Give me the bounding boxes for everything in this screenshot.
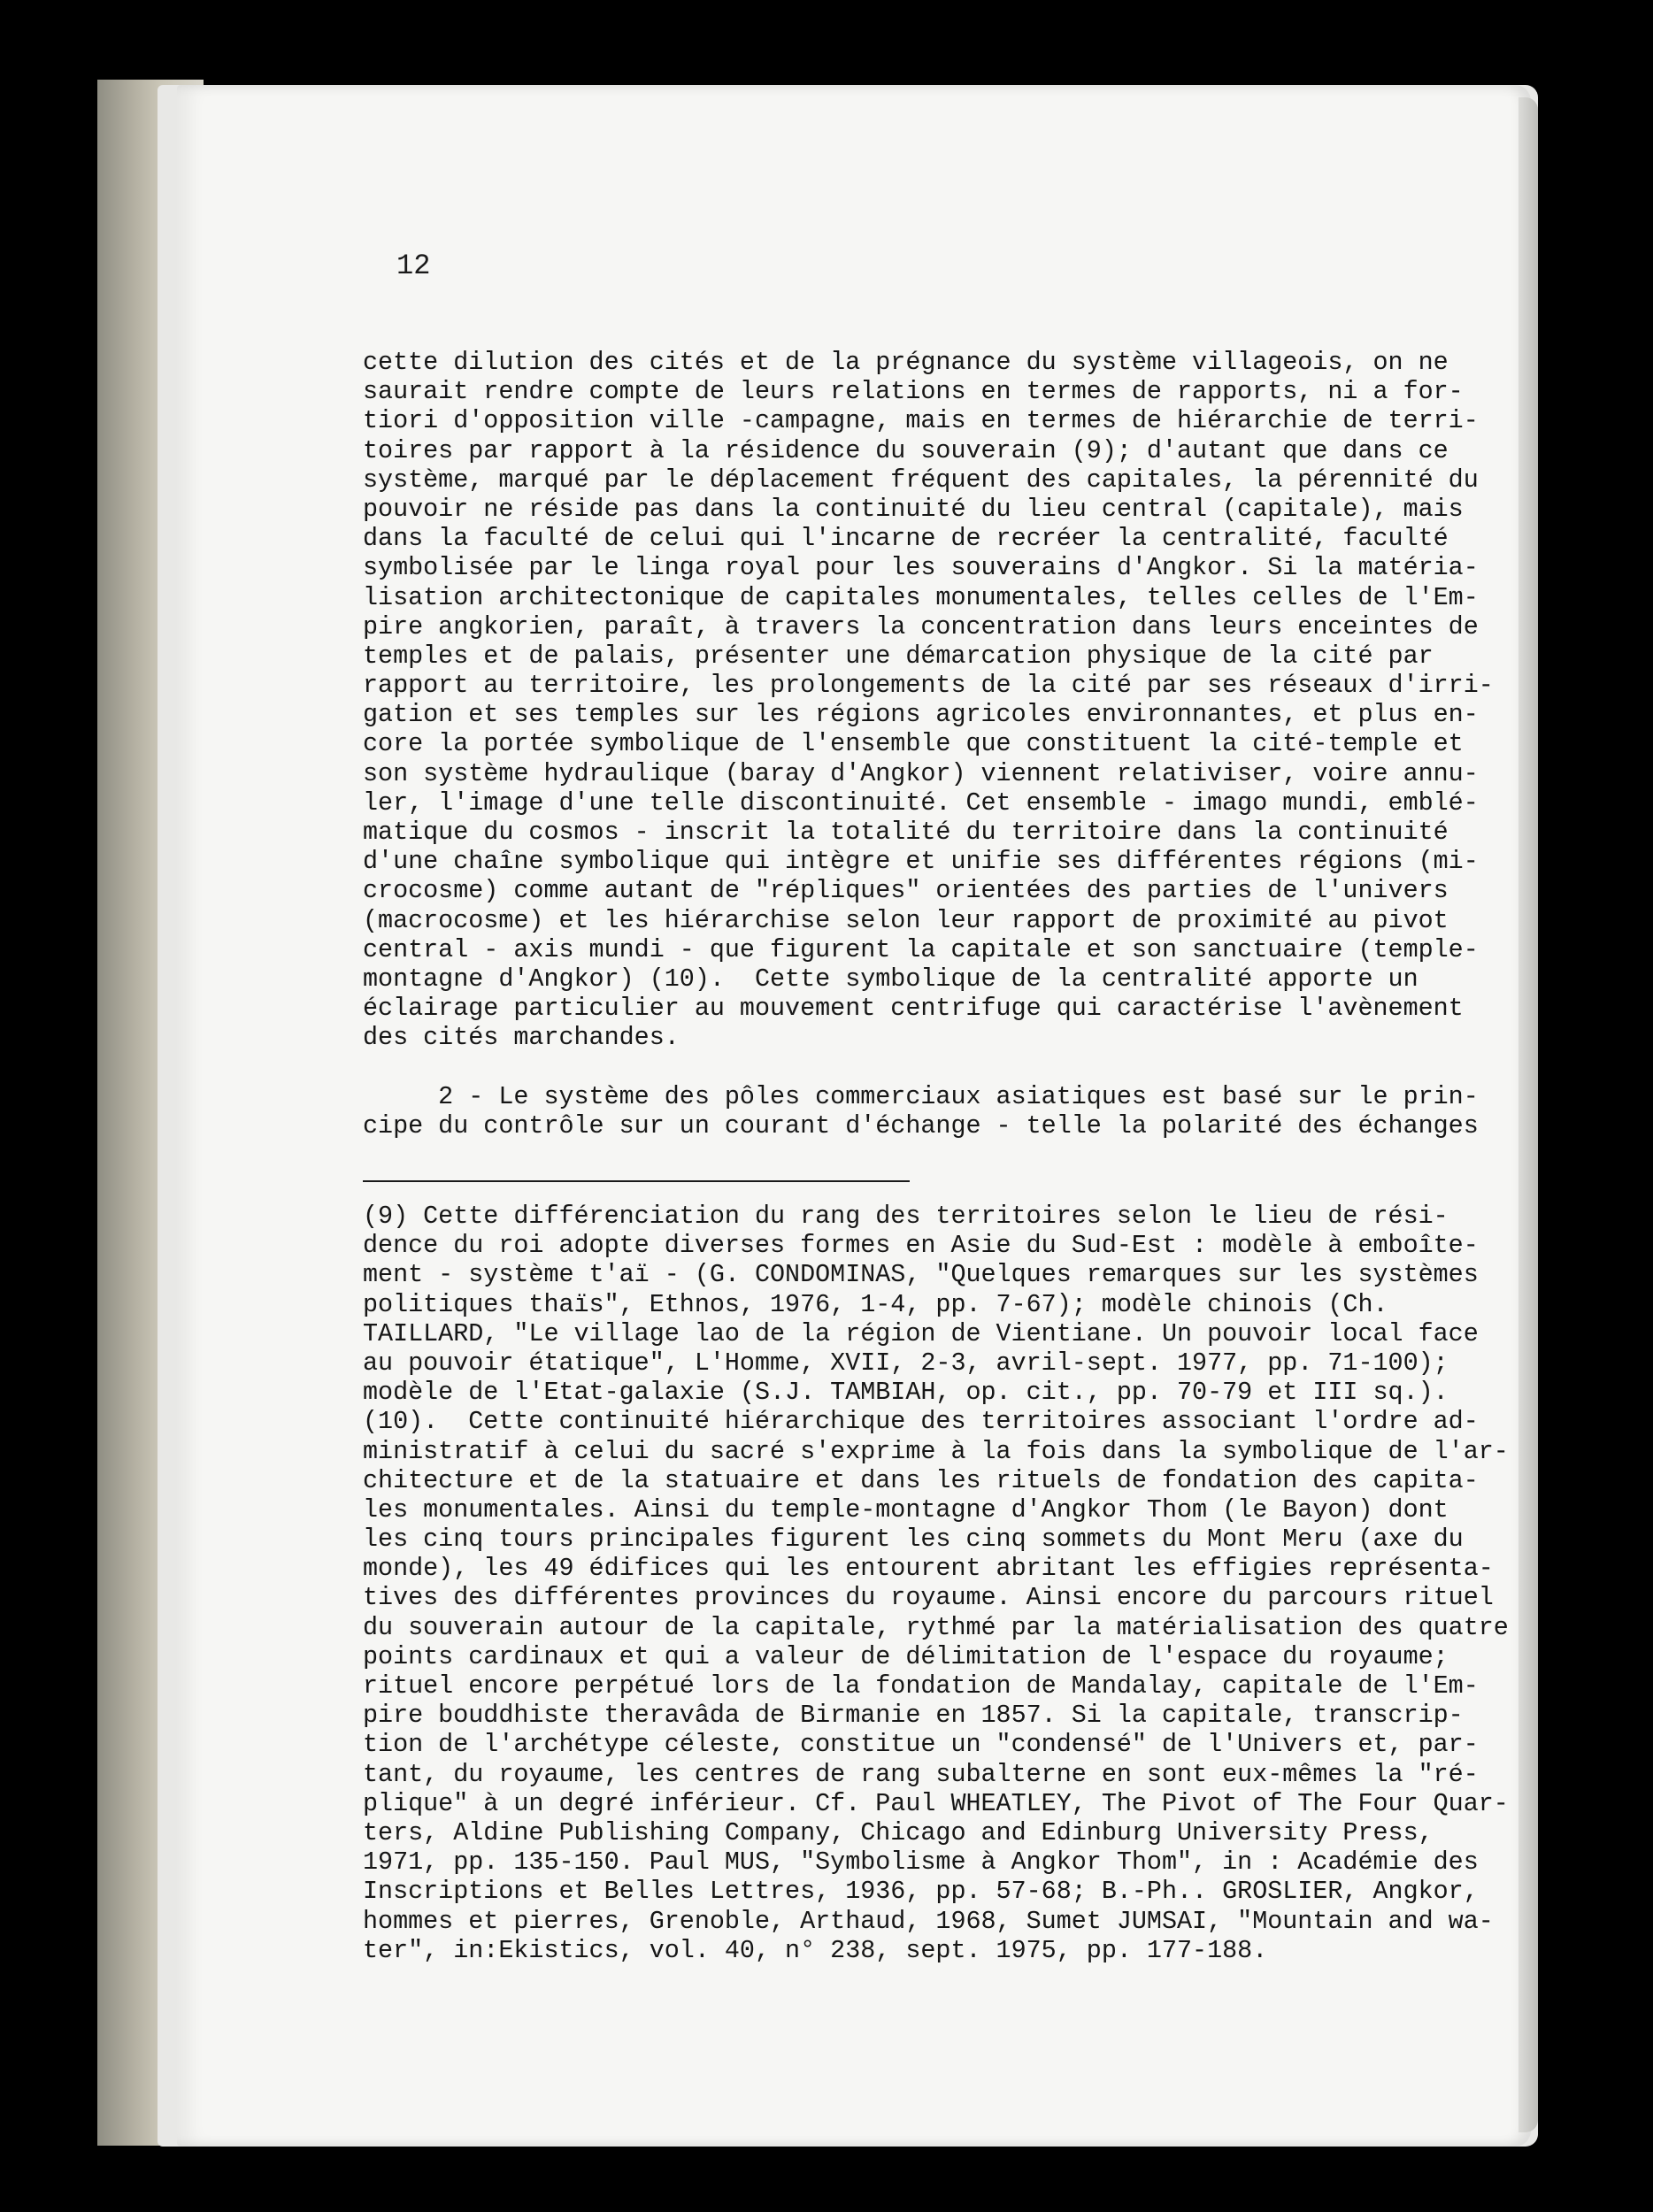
footnote-line: points cardinaux et qui a valeur de délimitation de l'espace du royaume;	[363, 1641, 1449, 1671]
body-line: crocosme) comme autant de "répliques" orientées des parties de l'univers	[363, 876, 1449, 906]
body-line: des cités marchandes.	[363, 1023, 680, 1053]
footnote-line: ministratif à celui du sacré s'exprime à la fois dans la symbolique de l'ar-	[363, 1436, 1509, 1466]
footnote-line: plique" à un degré inférieur. Cf. Paul WHEATLEY, The Pivot of The Four Quar-	[363, 1788, 1509, 1818]
body-line: ler, l'image d'une telle discontinuité. Cet ensemble - imago mundi, emblé-	[363, 787, 1479, 818]
body-line: système, marqué par le déplacement fréquent des capitales, la pérennité du	[363, 465, 1479, 495]
footnote-line: modèle de l'Etat-galaxie (S.J. TAMBIAH, op. cit., pp. 70-79 et III sq.).	[363, 1378, 1449, 1408]
body-text	[363, 348, 1494, 1141]
footnote-line: rituel encore perpétué lors de la fondation de Mandalay, capitale de l'Em-	[363, 1671, 1479, 1701]
body-line: d'une chaîne symbolique qui intègre et unifie ses différentes régions (mi-	[363, 847, 1479, 877]
footnote-line: tion de l'archétype céleste, constitue un "condensé" de l'Univers et, par-	[363, 1730, 1479, 1760]
body-line: cette dilution des cités et de la prégnance du système villageois, on ne	[363, 348, 1449, 377]
body-line: symbolisée par le linga royal pour les souverains d'Angkor. Si la matéria-	[363, 553, 1479, 583]
body-line: rapport au territoire, les prolongements de la cité par ses réseaux d'irri-	[363, 671, 1494, 701]
body-line: matique du cosmos - inscrit la totalité du territoire dans la continuité	[363, 818, 1449, 847]
footnote-line: tant, du royaume, les centres de rang subalterne en sont eux-mêmes la "ré-	[363, 1759, 1479, 1789]
footnote-line: 1971, pp. 135-150. Paul MUS, "Symbolisme à Angkor Thom", in : Académie des	[363, 1847, 1479, 1878]
body-line: saurait rendre compte de leurs relations en termes de rapports, ni a for-	[363, 377, 1464, 407]
body-line: montagne d'Angkor) (10). Cette symbolique de la centralité apporte un	[363, 964, 1419, 994]
footnote-line: hommes et pierres, Grenoble, Arthaud, 1968, Sumet JUMSAI, "Mountain and wa-	[363, 1906, 1494, 1936]
footnote-line: (9) Cette différenciation du rang des territoires selon le lieu de rési-	[363, 1202, 1449, 1231]
footnote-line: TAILLARD, "Le village lao de la région de Vientiane. Un pouvoir local face	[363, 1318, 1479, 1348]
footnote-line: les monumentales. Ainsi du temple-montagne d'Angkor Thom (le Bayon) dont	[363, 1494, 1449, 1525]
page-edge	[1518, 97, 1538, 2132]
body-line: toires par rapport à la résidence du souverain (9); d'autant que dans ce	[363, 435, 1449, 465]
body-line: son système hydraulique (baray d'Angkor) viennent relativiser, voire annu-	[363, 758, 1479, 788]
footnote-line: Inscriptions et Belles Lettres, 1936, pp. 57-68; B.-Ph.. GROSLIER, Angkor,	[363, 1877, 1479, 1907]
footnote-line: les cinq tours principales figurent les cinq sommets du Mont Meru (axe du	[363, 1525, 1464, 1555]
body-line: temples et de palais, présenter une démarcation physique de la cité par	[363, 641, 1434, 671]
body-line: central - axis mundi - que figurent la capitale et son sanctuaire (temple-	[363, 934, 1479, 964]
footnote-line: ment - système t'aï - (G. CONDOMINAS, "Quelques remarques sur les systèmes	[363, 1260, 1479, 1290]
footnote-line: monde), les 49 édifices qui les entourent abritant les effigies représenta-	[363, 1554, 1494, 1584]
footnote-line: pire bouddhiste theravâda de Birmanie en 1857. Si la capitale, transcrip-	[363, 1701, 1464, 1731]
footnote-line: du souverain autour de la capitale, rythmé par la matérialisation des quatre	[363, 1612, 1509, 1642]
footnote-line: ters, Aldine Publishing Company, Chicago and Edinburg University Press,	[363, 1817, 1434, 1847]
body-line: dans la faculté de celui qui l'incarne de recréer la centralité, faculté	[363, 524, 1449, 554]
page-number: 12	[396, 250, 431, 282]
footnote-line: dence du roi adopte diverses formes en Asie du Sud-Est : modèle à emboîte-	[363, 1231, 1479, 1261]
footnote-line: (10). Cette continuité hiérarchique des territoires associant l'ordre ad-	[363, 1407, 1479, 1437]
footnote-line: ter", in:Ekistics, vol. 40, n° 238, sept. 1975, pp. 177-188.	[363, 1935, 1268, 1965]
body-line: core la portée symbolique de l'ensemble que constituent la cité-temple et	[363, 729, 1464, 759]
footnote-line: politiques thaïs", Ethnos, 1976, 1-4, pp. 7-67); modèle chinois (Ch.	[363, 1289, 1388, 1319]
footnote-line: tives des différentes provinces du royaume. Ainsi encore du parcours rituel	[363, 1583, 1494, 1613]
footnote-separator	[363, 1180, 910, 1182]
footnotes	[363, 1202, 1509, 1965]
body-line	[363, 1053, 1451, 1082]
body-line: tiori d'opposition ville -campagne, mais en termes de hiérarchie de terri-	[363, 406, 1479, 436]
body-line: pire angkorien, paraît, à travers la concentration dans leurs enceintes de	[363, 611, 1479, 641]
footnote-line: au pouvoir étatique", L'Homme, XVII, 2-3, avril-sept. 1977, pp. 71-100);	[363, 1348, 1449, 1378]
body-line: éclairage particulier au mouvement centrifuge qui caractérise l'avènement	[363, 994, 1464, 1024]
body-line: pouvoir ne réside pas dans la continuité du lieu central (capitale), mais	[363, 494, 1464, 524]
body-line: cipe du contrôle sur un courant d'échange - telle la polarité des échanges	[363, 1110, 1479, 1141]
body-line: 2 - Le système des pôles commerciaux asiatiques est basé sur le prin-	[363, 1081, 1479, 1111]
body-line: lisation architectonique de capitales monumentales, telles celles de l'Em-	[363, 582, 1479, 612]
body-line: (macrocosme) et les hiérarchise selon leur rapport de proximité au pivot	[363, 905, 1449, 935]
footnote-line: chitecture et de la statuaire et dans les rituels de fondation des capita-	[363, 1465, 1479, 1495]
body-line: gation et ses temples sur les régions agricoles environnantes, et plus en-	[363, 700, 1479, 730]
